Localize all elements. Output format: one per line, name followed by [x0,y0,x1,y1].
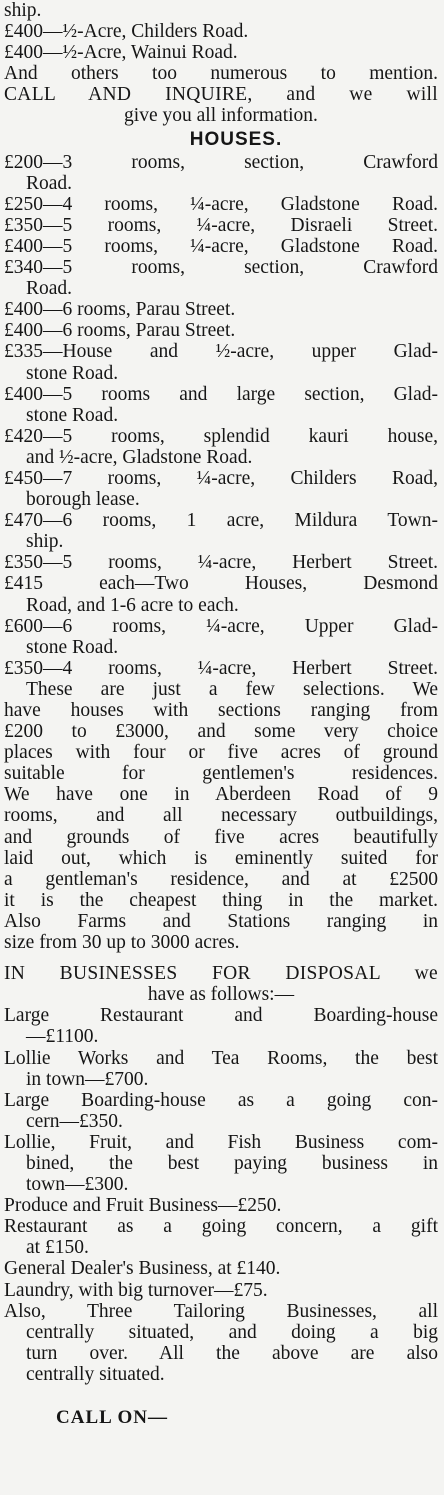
businesses-intro-line: have as follows:— [147,984,295,1006]
house-listing-line: £200—3 rooms, section, Crawford [4,151,438,173]
paragraph-line: laid out, which is eminently suited for [4,847,438,869]
house-listing-line: stone Road. [26,404,119,426]
house-listing-line: £350—4 rooms, ¼-acre, Herbert Street. [4,657,438,679]
businesses-intro [4,963,438,1005]
house-listing-line: £470—6 rooms, 1 acre, Mildura Town- [4,510,438,532]
intro-line: CALL AND INQUIRE, and we will [4,84,438,106]
house-listing-line: £400—6 rooms, Parau Street. [4,299,236,321]
business-listing-line: Lollie Works and Tea Rooms, the best [4,1047,438,1069]
paragraph-line: places with four or five acres of ground [4,742,438,764]
business-listing-line: Also, Three Tailoring Businesses, all [4,1300,438,1322]
paragraph-line: £200 to £3000, and some very choice [4,721,438,743]
paragraph-line: a gentleman's residence, and at £2500 [4,868,438,890]
businesses-intro-line: IN BUSINESSES FOR DISPOSAL we [4,963,438,985]
paragraph-line: it is the cheapest thing in the market. [4,889,438,911]
business-listing-line: in town—£700. [26,1068,149,1090]
paragraph-line: Also Farms and Stations ranging in [4,910,438,932]
house-listing-line: £400—5 rooms, ¼-acre, Gladstone Road. [4,235,438,257]
house-listing-line: Road. [26,172,73,194]
business-listing-line: centrally situated, and doing a big [26,1321,438,1343]
selections-paragraph [4,679,438,953]
house-listing-line: stone Road. [26,636,119,658]
paragraph-line: We have one in Aberdeen Road of 9 [4,784,438,806]
house-listing-line: £600—6 rooms, ¼-acre, Upper Glad- [4,615,438,637]
house-listing-line: ship. [26,531,64,553]
call-on-heading: CALL ON— [56,1407,168,1428]
intro-line: And others too numerous to mention. [4,63,438,85]
house-listing-line: £335—House and ½-acre, upper Glad- [4,341,438,363]
intro-listings [4,0,438,127]
house-listing-line: £450—7 rooms, ¼-acre, Childers Road, [4,467,438,489]
business-listing-line: Restaurant as a going concern, a gift [4,1216,438,1238]
house-listing-line: £350—5 rooms, ¼-acre, Herbert Street. [4,552,438,574]
business-listing-line: Lollie, Fruit, and Fish Business com- [4,1131,438,1153]
house-listing-line: £350—5 rooms, ¼-acre, Disraeli Street. [4,214,438,236]
house-listing-line: £415 each—Two Houses, Desmond [4,573,438,595]
houses-listings [4,152,438,679]
intro-line: ship. [4,0,42,21]
house-listing-line: Road, and 1-6 acre to each. [26,594,239,616]
paragraph-line: have houses with sections ranging from [4,700,438,721]
intro-line: £400—½-Acre, Wainui Road. [4,42,238,64]
paragraph-line: size from 30 up to 3000 acres. [4,932,240,954]
intro-line: give you all information. [124,105,318,127]
business-listing-line: General Dealer's Business, at £140. [4,1258,281,1280]
business-listing-line: Laundry, with big turnover—£75. [4,1279,268,1301]
business-listing-line: cern—£350. [26,1110,123,1132]
business-listing-line: centrally situated. [26,1363,165,1385]
house-listing-line: Road. [26,278,73,300]
paragraph-line: rooms, and all necessary outbuildings, [4,805,438,827]
paragraph-line: and grounds of five acres beautifully [4,826,438,848]
house-listing-line: stone Road. [26,362,119,384]
business-listing-line: at £150. [26,1237,89,1259]
house-listing-line: £400—6 rooms, Parau Street. [4,320,236,342]
business-listing-line: bined, the best paying business in [26,1152,438,1174]
business-listing-line: Large Restaurant and Boarding-house [4,1005,438,1027]
business-listing-line: Large Boarding-house as a going con- [4,1089,438,1111]
house-listing-line: £340—5 rooms, section, Crawford [4,257,438,279]
houses-heading: HOUSES. [189,128,283,150]
intro-line: £400—½-Acre, Childers Road. [4,21,249,43]
house-listing-line: £400—5 rooms and large section, Glad- [4,383,438,405]
house-listing-line: £420—5 rooms, splendid kauri house, [4,425,438,447]
paragraph-line: These are just a few selections. We [26,678,438,700]
business-listing-line: town—£300. [26,1174,129,1196]
business-listing-line: —£1100. [26,1026,99,1048]
paragraph-line: suitable for gentlemen's residences. [4,763,438,785]
house-listing-line: borough lease. [26,489,140,511]
house-listing-line: and ½-acre, Gladstone Road. [26,446,253,468]
businesses-listings [4,1005,438,1385]
business-listing-line: Produce and Fruit Business—£250. [4,1195,282,1217]
house-listing-line: £250—4 rooms, ¼-acre, Gladstone Road. [4,193,438,215]
business-listing-line: turn over. All the above are also [26,1342,438,1364]
